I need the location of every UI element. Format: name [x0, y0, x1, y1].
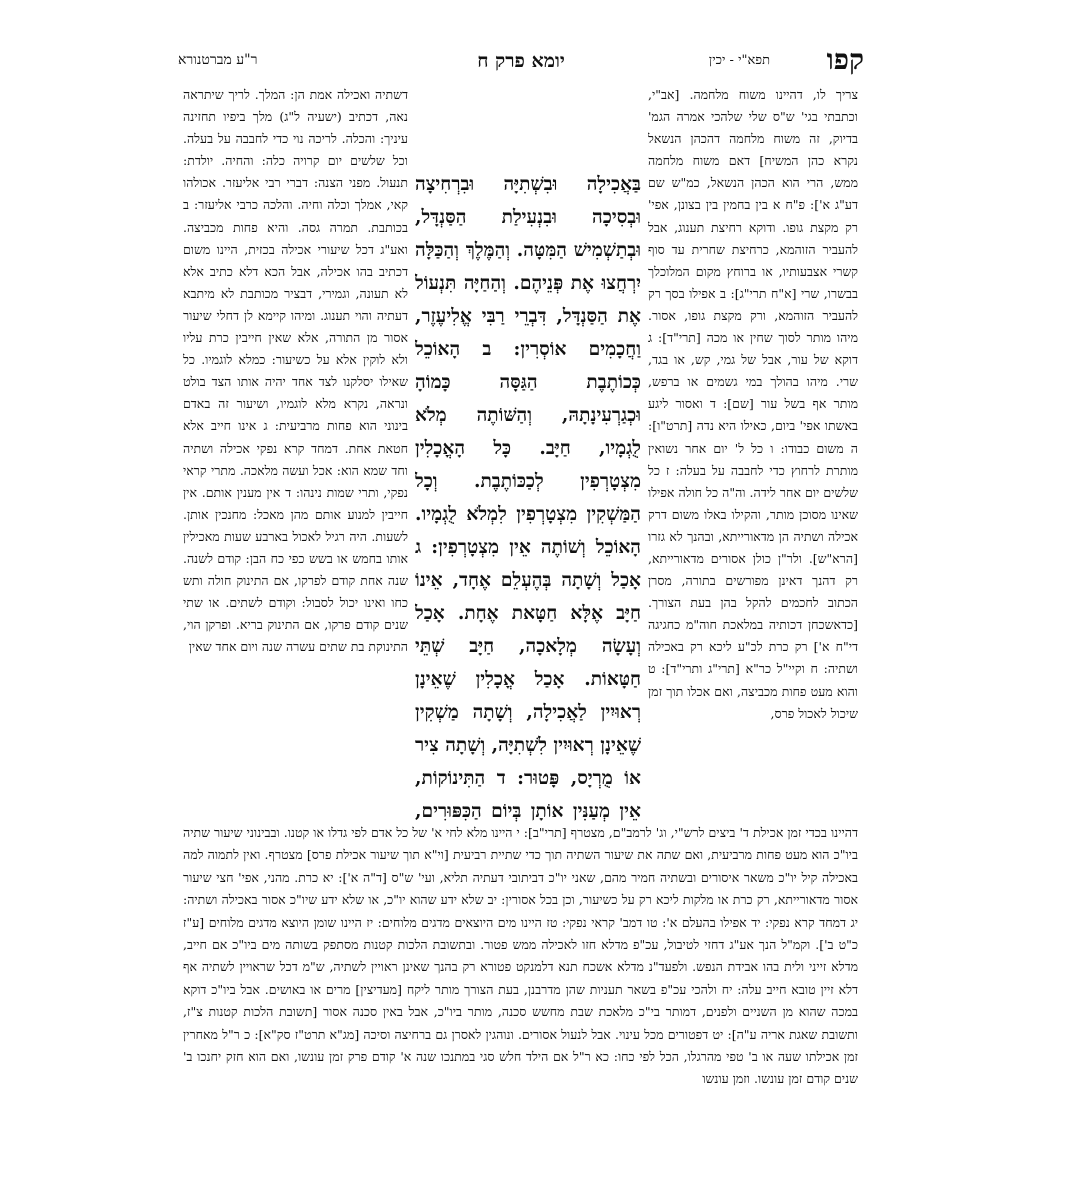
page-header: [178, 40, 864, 80]
mishnah-text: בַּאֲכִילָה וּבִשְׁתִיָּה וּבִרְחִיצָה וּבְסִיכָה וּבִנְעִילַת הַסַּנְדָּל, וּבְתַשְׁמִישׁ הַמִּטָּה. וְהַמֶּלֶךְ וְהַכַּלָּה יִרְחֲצוּ אֶת פְּנֵיהֶם. וְהַחַיָּה תִּנְעוֹל אֶת הַסַּנְדָּל, דִּבְרֵי רַבִּי אֱלִיעֶזֶר, וַחֲכָמִים אוֹסְרִין: ב הָאוֹכֵל כְּכוֹתֶבֶת הַגַּסָּה כָּמוֹהָ וּכְגַרְעִינָתָהּ, וְהַשּׁוֹתֶה מְלֹא לֻגְמָיו, חַיָּב. כָּל הָאֳכָלִין מִצְטָרְפִין לְכַכּוֹתֶבֶת. וְכָל הַמַּשְׁקִין מִצְטָרְפִין לִמְלֹא לֻגְמָיו. הָאוֹכֵל וְשׁוֹתֶה אֵין מִצְטָרְפִין: ג אָכַל וְשָׁתָה בְּהֶעְלֵם אֶחָד, אֵינוֹ חַיָּב אֶלָּא חַטָּאת אֶחָת. אָכַל וְעָשָׂה מְלָאכָה, חַיָּב שְׁתֵּי חַטָּאוֹת. אָכַל אֳכָלִין שֶׁאֵינָן רְאוּיִין לַאֲכִילָה, וְשָׁתָה מַשְׁקִין שֶׁאֵינָן רְאוּיִין לִשְׁתִיָּה, וְשָׁתָה צִיר אוֹ מֻרְיָס, פָּטוּר: ד הַתִּינוֹקוֹת, אֵין מְעַנִּין אוֹתָן בְּיוֹם הַכִּפּוּרִים,: [415, 174, 641, 822]
footnotes-section: [183, 822, 858, 1122]
page-number: קפו: [826, 43, 864, 76]
tiferet-yisrael-text: צריך לו, דהיינו משוח מלחמה. [אב"י, וכתבתי בגי' ש"ס שלי שלהכי אמרה הגמ' בדיוק, זה משוח מלחמה דהכהן הנשאל נקרא כהן המשיח] דאם משוח מלחמה ממש, הרי הוא הכהן הנשאל, כמ"ש שם דע"ג א']: פ"ח א בין בחמין בין בצונן, אפי' רק מקצת גופו. ודוקא רחיצת תענוג, אבל להעביר הזוהמא, כרחיצת שחרית עד סוף קשרי אצבעותיו, או ברוחץ מקום המלוכלך בבשרו, שרי [א"ח תרי"ג]: ב אפילו בסך רק להעביר הזוהמא, ורק מקצת גופו, אסור. מיהו מותר לסוך שחין או מכה [תרי"ד]: ג דוקא של עור, אבל של גמי, קש, או בגד, שרי. מיהו בהולך במי גשמים או ברפש, מותר אף בשל עור [שם]: ד ואסור ליגע באשתו אפי' ביום, כאילו היא נדה [תרט"ו]: ה משום כבודו: ו כל ל' יום אחר נשואין מותרת לרחוץ כדי לחבבה על בעלה: ז כל שלשים יום אחר לידה. וה"ה כל חולה אפילו שאינו מסוכן מותר, והקילו באלו משום דרק אכילה ושתיה הן מדאורייתא, ובהנך לא גזרו [הרא"ש]. ולר"ן כולן אסורים מדאורייתא, רק דהנך דאינן מפורשים בתורה, מסרן הכתוב לחכמים להקל בהן בעת הצורך. [כדאשכחן דכותיה במלאכת חוה"מ כחגיגה די"ח א'] רק כרת לכ"ע ליכא רק באכילה ושתיה: ח וקיי"ל כר"א [תרי"ג ותרי"ד]: ט והוא מעט פחות מכביצה, ואם אכלו תוך זמן שיכול לאכול פרס,: [648, 87, 858, 721]
left-commentary-title: ר"ע מברטנורא: [178, 52, 258, 68]
tractate-title: יומא פרק ח: [477, 50, 565, 72]
right-commentary-title: תפא"י - יכין: [708, 53, 770, 68]
footnotes-text: דהיינו בכדי זמן אכילת ד' ביצים לרש"י, וג' לרמב"ם, מצטרף [תרי"ב]: י היינו מלא לחי א' של כל אדם לפי גדלו או קטנו. ובבינוני שיעור שתיה ביו"כ הוא מעט פחות מרביעית, ואם שתה את שיעור השתיה תוך כדי שתיית רביעית [וי"א תוך שיעור אכילת פרס] מצטרף. ואין לתמוה למה באכילה קיל יו"כ משאר איסורים ובשתיה חמיר מהם, שאני יו"כ דביתובי דעתיה תליא, ועי' ש"ס [ד"ה א']: יא כרת. מהני, אפי' חצי שיעור אסור מדאורייתא, רק כרת או מלקות ליכא רק על כשיעור, וכן בכל אסורין: יב שלא ידע שהוא יו"כ, או שלא ידע שיו"כ אסור באכילה ושתיה: יג דמחד קרא נפקי: יד אפילו בהעלם א': טו דמב' קראי נפקי: טז היינו מים היוצאים מדגים מלוחים: יז היינו שומן היוצא מדגים מלוחים [ע"ז כ"ט ב']. וקמ"ל הנך אע"ג דחזי לטיבול, עכ"פ מדלא חזו לאכילה ממש פטור. ובתשובת הלכות קטנות מסתפק בשותה מים ביו"כ אם חייב, מדלא זייני ולית בהו אבידת הנפש. ולפעד"נ מדלא אשכח תנא דלמנקט פטורא רק בהנך שאינן ראויין לשתיה, ש"מ דכל שראויין לשתיה אף דלא זיין טובא חייב עלה: יח ולהכי עכ"פ בשאר תעניות שהן מדרבנן, בעת הצורך מותר ליקח [מעדיצין] מרים או באושים. אבל ביו"כ דוקא במכה שהוא מן השניים ולפנים, דמותר בי"כ מלאכת שבת מחשש סכנה, מותר ביו"כ, אבל באין סכנה אסור [תשובת הלכות קטנות צ"ז, ותשובת שאגת אריה ע"ה]: יט דפטורים מכל עינוי. אבל לנעול אסורים. ונוהגין לאסרן גם ברחיצה וסיכה [מג"א תרט"ז סק"א]: כ ר"ל מאחרין זמן אכילתו שעה או ב' טפי מהרגלו, הכל לפי כחו: כא ר"ל אם הילד חלש סגי במתנכו שנה א' קודם פרק זמן עונשו, ואם הוא חזק יחנכו ב' שנים קודם זמן עונשו. וזמן עונשו: [183, 825, 858, 1087]
bartenura-column: [183, 84, 408, 816]
mishnah-column: [415, 168, 641, 823]
bartenura-text: דשתיה ואכילה אמת הן: המלך. לריך שיתראה נאה, דכתיב (ישעיה ל"ג) מלך ביפיו תחזינה עיניך: והכלה. לריכה נוי כדי לחבבה על בעלה. וכל שלשים יום קרויה כלה: והחיה. יולדת: תנעול. מפני הצנה: דברי רבי אליעזר. אכולהו קאי, אמלך וכלה וחיה. והלכה כרבי אליעזר: ב בכותבת. תמרה גסה. והיא פחות מכביצה. ואע"ג דכל שיעורי אכילה בכזית, היינו משום דכתיב בהו אכילה, אבל הכא דלא כתיב אלא לא תעונה, וגמירי, דבציר מכותבת לא מיתבא דעתיה והוי תענוג. ומיהו קיימא לן דחלי שיעור אסור מן התורה, אלא שאין חייבין כרת עליו ולא לוקין אלא על כשיעור: כמלא לוגמיו. כל שאילו יסלקנו לצד אחד יהיה אותו הצד בולט ונראה, נקרא מלא לוגמיו, ושיעור זה באדם בינוני הוא פחות מרביעית: ג אינו חייב אלא חטאת אחת. דמחד קרא נפקי אכילה ושתיה וחד שמא הוא: אכל ועשה מלאכה. מתרי קראי נפקי, ותרי שמות נינהו: ד אין מענין אותם. אין חייבין למנוע אותם מהן מאכל: מחנכין אותן. לשעות. היה רגיל לאכול בארבע שעות מאכילין אותו בחמש או בשש כפי כח הבן: קודם לשנה. שנה אחת קודם לפרקו, אם התינוק חולה ותש כחו ואינו יכול לסבול: וקודם לשתים. או שתי שנים קודם פרקו, אם התינוק בריא. ופרקן הוי, התינוקת בת שתים עשרה שנה ויום אחד שאין: [183, 87, 408, 655]
tiferet-yisrael-column: [648, 84, 858, 819]
